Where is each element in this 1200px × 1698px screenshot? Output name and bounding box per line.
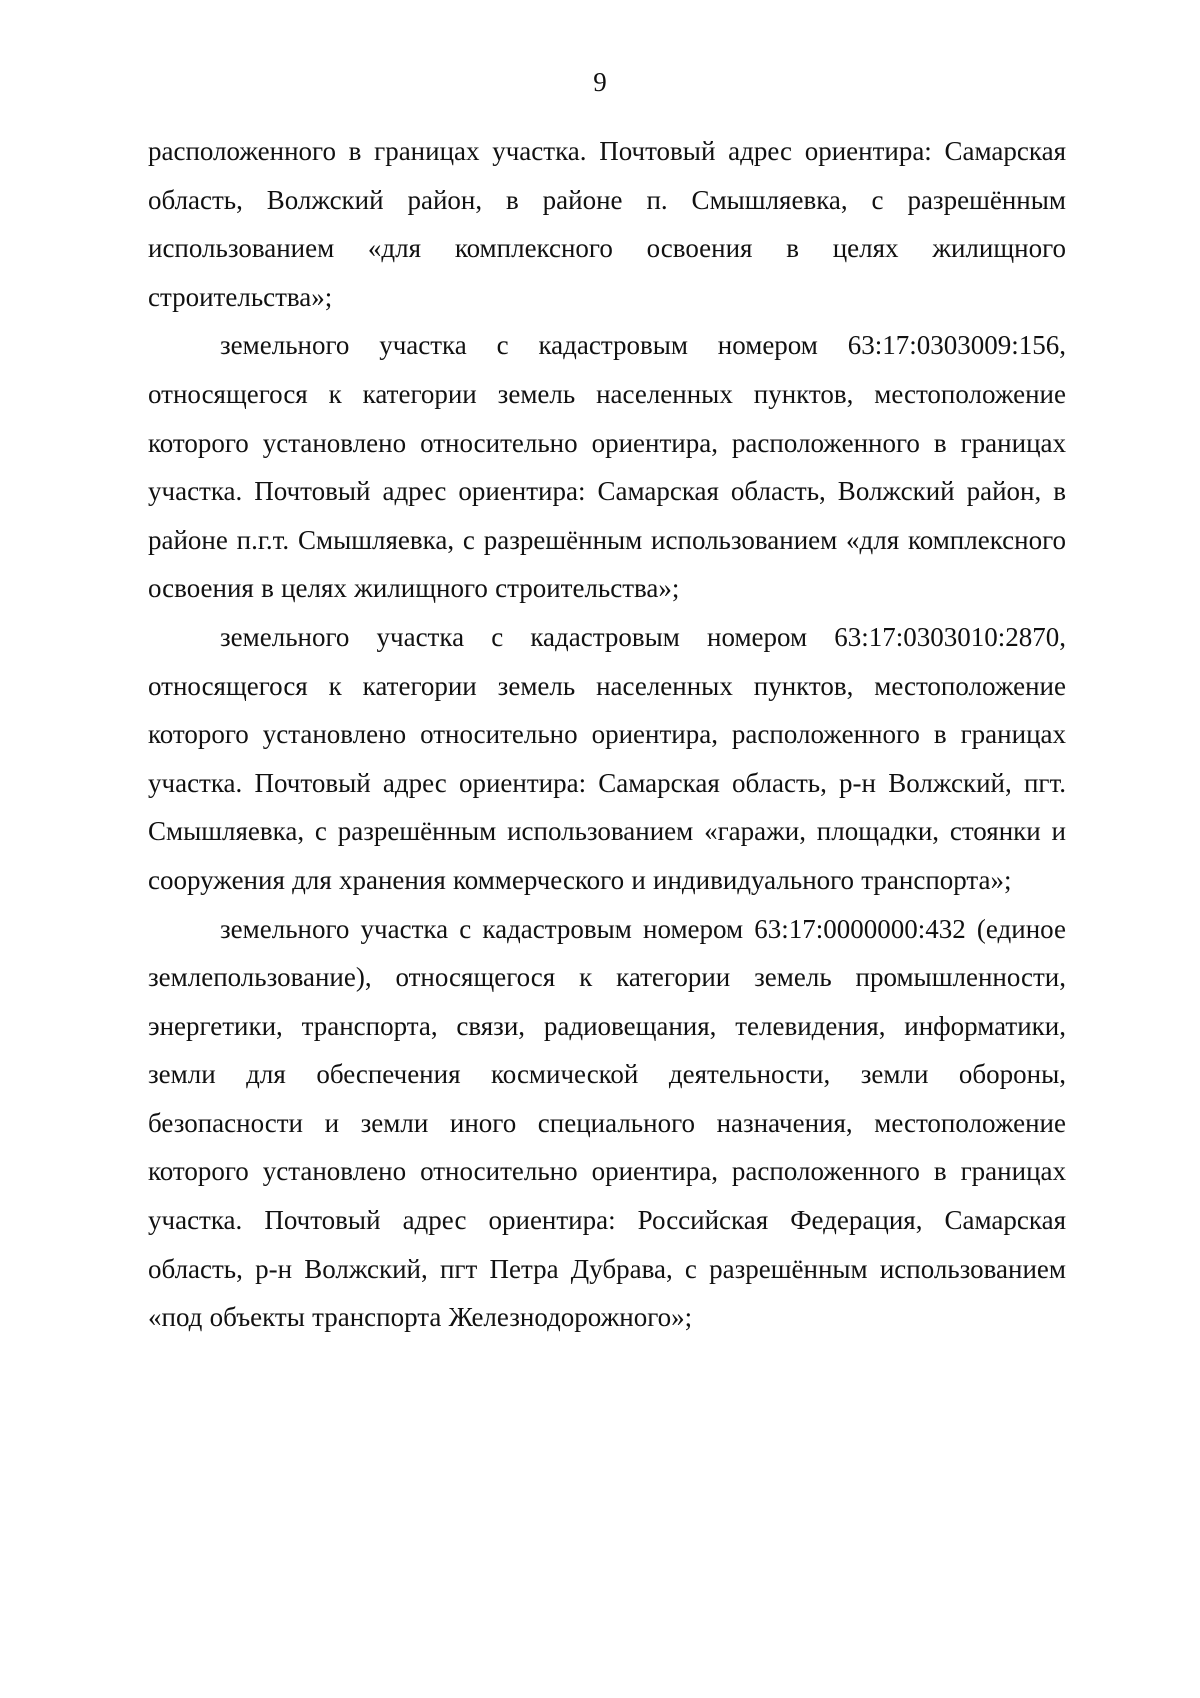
- page-number: 9: [593, 67, 607, 97]
- paragraph-continuation: расположенного в границах участка. Почтовый адрес ориентира: Самарская область, Волжский район, в районе п. Смышляевка, с разрешённым использованием «для комплексного освоения в целях жилищного строительства»;: [148, 136, 1066, 312]
- paragraph-land-plot-2870: земельного участка с кадастровым номером 63:17:0303010:2870, относящегося к категории земель населенных пунктов, местоположение которого установлено относительно ориентира, расположенного в границах участка. Почтовый адрес ориентира: Самарская область, р-н Волжский, пгт. Смышляевка, с разрешённым использованием «гаражи, площадки, стоянки и сооружения для хранения коммерческого и индивидуального транспорта»;: [148, 621, 1066, 895]
- paragraph-land-plot-156: земельного участка с кадастровым номером 63:17:0303009:156, относящегося к категории земель населенных пунктов, местоположение которого установлено относительно ориентира, расположенного в границах участка. Почтовый адрес ориентира: Самарская область, Волжский район, в районе п.г.т. Смышляевка, с разрешённым использованием «для комплексного освоения в целях жилищного строительства»;: [148, 330, 1066, 604]
- paragraph-land-plot-432: земельного участка с кадастровым номером 63:17:0000000:432 (единое землепользование), относящегося к категории земель промышленности, энергетики, транспорта, связи, радиовещания, телевидения, информатики, земли для обеспечения космической деятельности, земли обороны, безопасности и земли иного специального назначения, местоположение которого установлено относительно ориентира, расположенного в границах участка. Почтовый адрес ориентира: Российская Федерация, Самарская область, р-н Волжский, пгт Петра Дубрава, с разрешённым использованием «под объекты транспорта Железнодорожного»;: [148, 913, 1066, 1333]
- document-body: [148, 127, 1066, 1342]
